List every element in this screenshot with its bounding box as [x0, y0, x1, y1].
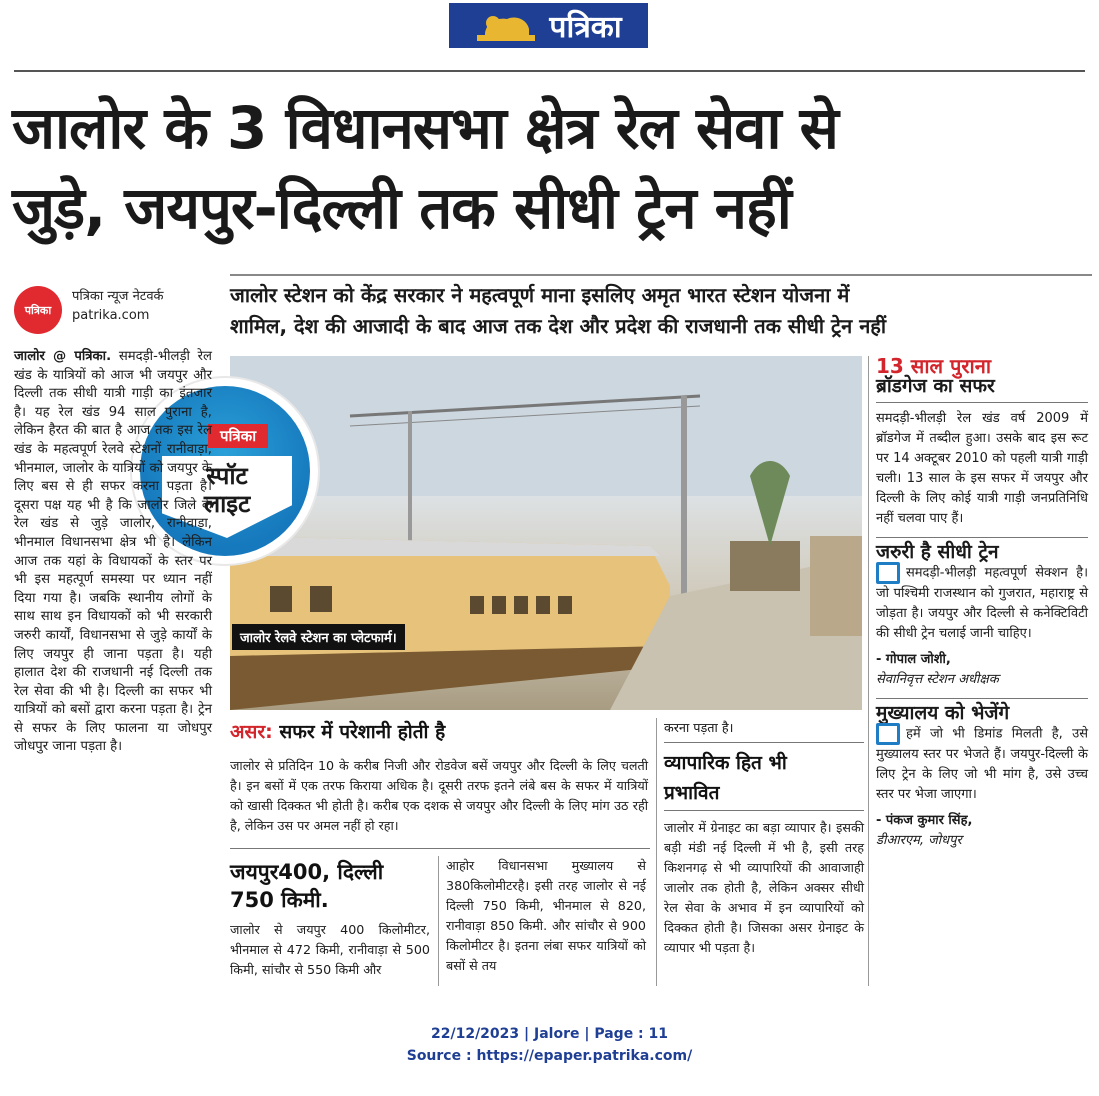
footer-source: Source : https://epaper.patrika.com/ — [406, 1048, 693, 1064]
asar-divider — [230, 848, 650, 849]
spotlight-tag: पत्रिका — [208, 424, 268, 448]
spotlight-line-1: स्पॉट — [206, 462, 248, 490]
asar-body: जालोर से प्रतिदिन 10 के करीब निजी और रोडवेज बसें जयपुर और दिल्ली के लिए चलती है। इन बसों में एक तरफ किराया अधिक है। दूसरी तरफ इतने लंबे बस के सफर में यात्रियों को खासी दिक्कत भी होती है। करीब एक दशक से जयपुर और दिल्ली के लिए मांग उठ रही है, लेकिन उस पर अमल नहीं हो रहा। — [230, 758, 648, 833]
column-divider — [868, 356, 869, 986]
quote2-body: हमें जो भी डिमांड मिलती है, उसे मुख्यालय स्तर पर भेजते हैं। जयपुर-दिल्ली के लिए ट्रेन के लिए जो भी मांग है, उसे उच्च स्तर पर भेजा जाएगा। — [876, 726, 1088, 802]
vyapar-rule — [664, 810, 864, 811]
left-column-article — [14, 348, 212, 757]
section-divider — [876, 537, 1088, 538]
vyapar-heading-line-2: प्रभावित — [664, 782, 720, 804]
train-platform-illustration — [230, 356, 862, 710]
quote2-title: मुख्यालय को भेजेंगे — [876, 702, 1010, 724]
broadgauge-rule — [876, 402, 1088, 403]
station-photo — [230, 356, 862, 710]
quote1-role: सेवानिवृत्त स्टेशन अधीक्षक — [876, 672, 999, 687]
footer-date-page: 22/12/2023 | Jalore | Page : 11 — [430, 1026, 669, 1042]
byline-logo: पत्रिका — [14, 286, 62, 334]
broadgauge-body: समदड़ी-भीलड़ी रेल खंड वर्ष 2009 में ब्रॉडगेज में तब्दील हुआ। उसके बाद इस रूट पर 14 अक्टूबर 2010 को पहली यात्री गाड़ी चली। 13 साल के इस सफर में जयपुर और दिल्ली के लिए कोई यात्री गाड़ी जनप्रतिनिधि नहीं चलवा पाए हैं। — [876, 411, 1088, 526]
jaipur-heading-line-1: जयपुर400, दिल्ली — [230, 860, 384, 884]
quote-icon — [876, 723, 900, 745]
headline-line-1: जालोर के 3 विधानसभा क्षेत्र रेल सेवा से — [12, 94, 838, 162]
top-rule — [14, 70, 1085, 72]
quote1-name: - गोपाल जोशी, — [876, 652, 951, 667]
left-column-text: समदड़ी-भीलड़ी रेल खंड के यात्रियों को आज भी जयपुर और दिल्ली तक सीधी यात्री गाड़ी का इंतजार है। यह रेल खंड 94 साल पुराना है, लेकिन हैरत की बात है आज तक इस रेल खंड के महत्वपूर्ण रेलवे स्टेशनों रानीवाड़ा, भीनमाल, जालोर के यात्रियों को जयपुर के लिए बस से ही सफर करना पड़ता है। दूसरा पक्ष यह भी है कि जालोर जिले के रेल खंड से जुड़े जालोर, रानीवाड़ा, भीनमाल विधानसभा क्षेत्र भी है। लेकिन आज तक यहां के विधायकों के स्तर पर भी इस महत्पूर्ण समस्या पर ध्यान नहीं दिया गया है। जबकि स्थानीय लोगों के साथ साथ इन विधायकों को भी सरकारी जरुरी कार्यों, विधानसभा से जुड़े कार्यों के लिए जयपुर ही जाना पड़ता है। यही हालात देश की राजधानी नई दिल्ली तक रेल सेवा की भी है। दिल्ली का सफर भी यात्रियों को बसों द्वारा करना पड़ता है। ट्रेन से सफर के लिए फालना या जोधपुर जोधपुर जाना पड़ता है। — [14, 349, 212, 755]
vyapar-body: जालोर में ग्रेनाइट का बड़ा व्यापार है। इसकी बड़ी मंडी नई दिल्ली में भी है, इसी तरह किशनगढ़ से भी व्यापारियों की आवाजाही जालोर तक होती है, लेकिन अक्सर सीधी रेल सेवा के अभाव में इन व्यापारियों को दिक्कत होती है। जिसका असर ग्रेनाइट के व्यापार भी पड़ता है। — [664, 820, 864, 955]
photo-caption: जालोर रेलवे स्टेशन का प्लेटफार्म। — [232, 624, 405, 650]
dateline: जालोर @ पत्रिका. — [14, 349, 112, 364]
byline-network: पत्रिका न्यूज नेटवर्क — [72, 289, 164, 304]
quote2-body-wrap — [876, 723, 1088, 805]
vyapar-divider — [664, 742, 864, 743]
column-divider — [438, 856, 439, 986]
quote1-body: समदड़ी-भीलड़ी महत्वपूर्ण सेक्शन है। जो पश्चिमी राजस्थान को गुजरात, महाराष्ट्र से जोड़ता है। जयपुर और दिल्ली से कनेक्टिविटी की सीधी ट्रेन चलाई जानी चाहिए। — [876, 565, 1088, 641]
byline-site: patrika.com — [72, 308, 150, 323]
asar-label: असर: — [230, 721, 273, 743]
headline — [12, 88, 1092, 248]
vyapar-heading-line-1: व्यापारिक हित भी — [664, 752, 787, 774]
headline-line-2: जुड़े, जयपुर-दिल्ली तक सीधी ट्रेन नहीं — [12, 174, 791, 242]
spotlight-line-2: लाइट — [203, 490, 251, 518]
subhead — [230, 280, 1092, 342]
subhead-line-1: जालोर स्टेशन को केंद्र सरकार ने महत्वपूर्ण माना इसलिए अमृत भारत स्टेशन योजना में — [230, 283, 850, 307]
lion-emblem-icon — [475, 9, 537, 43]
subhead-line-2: शामिल, देश की आजादी के बाद आज तक देश और प्रदेश की राजधानी तक सीधी ट्रेन नहीं — [230, 314, 887, 338]
subhead-rule — [230, 274, 1092, 276]
quote2-role: डीआरएम, जोधपुर — [876, 833, 962, 848]
middle-body: आहोर विधानसभा मुख्यालय से 380किलोमीटरहै। इसी तरह जालोर से नई दिल्ली 750 किमी, भीनमाल से 820, रानीवाड़ा 850 किमी. और सांचौर से 900 किलोमीटर है। इतना लंबा सफर यात्रियों को बसों से तय — [446, 858, 646, 973]
asar-title: सफर में परेशानी होती है — [279, 721, 446, 743]
quote1-title: जरुरी है सीधी ट्रेन — [876, 541, 999, 563]
jaipur-body: जालोर से जयपुर 400 किलोमीटर, भीनमाल से 472 किमी, रानीवाड़ा से 500 किमी, सांचौर से 550 किमी और — [230, 922, 430, 977]
quote1-body-wrap — [876, 562, 1088, 644]
broadgauge-title: ब्रॉडगेज का सफर — [876, 375, 995, 397]
quote-icon — [876, 562, 900, 584]
masthead-logo — [449, 3, 648, 48]
section-divider — [876, 698, 1088, 699]
masthead-title: पत्रिका — [549, 10, 622, 45]
vyapar-heading — [664, 748, 864, 808]
column-divider — [656, 718, 657, 986]
quote2-name: - पंकज कुमार सिंह, — [876, 813, 973, 828]
right-column — [876, 356, 1088, 851]
jaipur-heading-line-2: 750 किमी. — [230, 888, 329, 912]
broadgauge-kicker: 13 साल पुराना — [876, 354, 992, 378]
jaipur-heading — [230, 858, 430, 914]
asar-heading — [230, 718, 650, 744]
vyapar-continued: करना पड़ता है। — [664, 720, 734, 735]
